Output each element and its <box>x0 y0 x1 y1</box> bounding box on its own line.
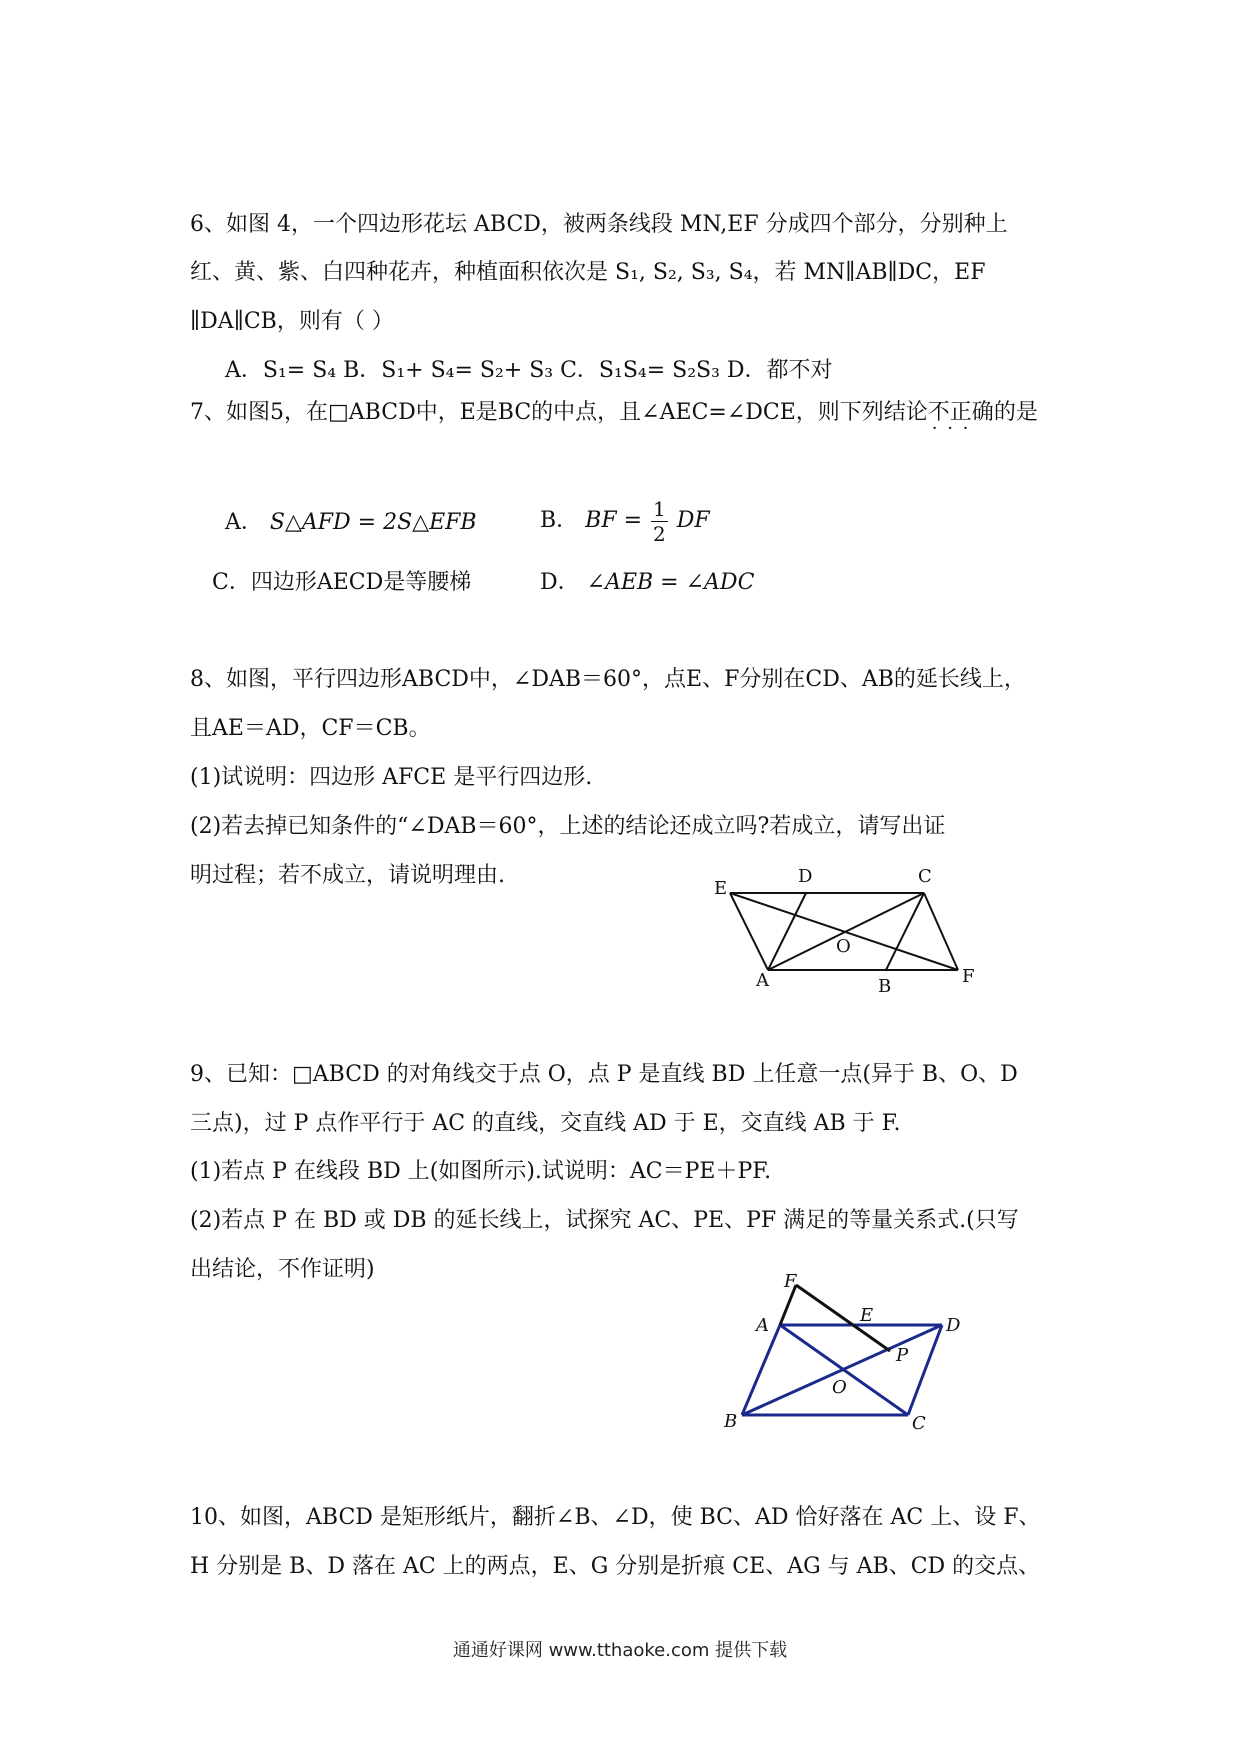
fraction-denominator: 2 <box>653 521 666 546</box>
q6-line-3: ∥DA∥CB，则有（ ） <box>190 309 394 334</box>
fig9-label-o: O <box>832 1377 847 1398</box>
fig8-label-a: A <box>756 970 769 991</box>
q9-line-5: 出结论，不作证明) <box>190 1257 375 1282</box>
q8-line-3: (1)试说明：四边形 AFCE 是平行四边形. <box>190 765 593 790</box>
fig8-segment-cf <box>924 893 958 970</box>
q9-line-4: (2)若点 P 在 BD 或 DB 的延长线上，试探究 AC、PE、PF 满足的等量关系式.(只写 <box>190 1208 1019 1233</box>
fig9-segment-fp <box>796 1285 890 1351</box>
fig9-label-b: B <box>724 1411 738 1432</box>
q7-stem-emphasis: 不正确 · · · <box>928 400 994 425</box>
q7-option-d <box>540 568 754 598</box>
fig8-label-d: D <box>798 866 813 887</box>
q7-option-b-fraction <box>651 497 668 546</box>
q8-line-2: 且AE＝AD，CF＝CB。 <box>190 716 431 741</box>
fig8-label-c: C <box>918 866 932 887</box>
q7-option-b-left: BF = <box>585 508 643 533</box>
fraction-numerator: 1 <box>653 496 666 521</box>
q7-stem <box>190 398 1038 428</box>
fig9-label-p: P <box>896 1345 909 1366</box>
q10-line-2: H 分别是 B、D 落在 AC 上的两点，E、G 分别是折痕 CE、AG 与 AB、CD 的交点、 <box>190 1554 1041 1579</box>
q8-line-5: 明过程；若不成立，请说明理由. <box>190 863 505 888</box>
q7-option-b-right: DF <box>676 508 710 533</box>
q7-option-b-label: B． <box>540 508 579 533</box>
q10-line-1: 10、如图，ABCD 是矩形纸片，翻折∠B、∠D，使 BC、AD 恰好落在 AC 上、设 F、 <box>190 1505 1041 1530</box>
page-footer: 通通好课网 www.tthaoke.com 提供下载 <box>452 1640 788 1661</box>
q7-option-a-formula: S△AFD = 2S△EFB <box>269 510 477 535</box>
fig8-segment-cb <box>886 893 924 970</box>
q7-option-c: C．四边形AECD是等腰梯 <box>212 570 472 595</box>
fig8-label-o: O <box>836 936 851 957</box>
q7-option-d-label: D． <box>540 570 580 595</box>
q8-line-1: 8、如图，平行四边形ABCD中，∠DAB＝60°，点E、F分别在CD、AB的延长线上， <box>190 667 1026 692</box>
fig8-label-b: B <box>878 976 892 997</box>
fig8-label-e: E <box>714 878 728 899</box>
q8-parallelogram-figure <box>700 860 990 1000</box>
fig8-segment-da <box>768 893 806 970</box>
fig8-label-f: F <box>962 966 975 987</box>
fig9-label-f: F <box>784 1271 797 1292</box>
q6-line-1: 6、如图 4，一个四边形花坛 ABCD，被两条线段 MN,EF 分成四个部分，分别种上 <box>190 212 1008 237</box>
q7-option-b <box>540 496 710 546</box>
fig9-label-a: A <box>756 1315 769 1336</box>
fig9-label-d: D <box>946 1315 961 1336</box>
q7-stem-post: 的是 <box>993 400 1038 425</box>
q9-line-1: 9、已知：□ABCD 的对角线交于点 O，点 P 是直线 BD 上任意一点(异于 B、O、D <box>190 1062 1018 1087</box>
q6-options: A．S₁= S₄ B．S₁+ S₄= S₂+ S₃ C．S₁S₄= S₂S₃ D．都不对 <box>225 358 833 383</box>
q7-option-d-formula: ∠AEB = ∠ADC <box>586 570 755 595</box>
q9-parallelogram-figure <box>720 1255 980 1445</box>
q7-option-a <box>225 508 477 538</box>
q6-line-2: 红、黄、紫、白四种花卉，种植面积依次是 S₁, S₂, S₃, S₄，若 MN∥AB∥DC，EF <box>190 260 986 285</box>
q9-line-2: 三点)，过 P 点作平行于 AC 的直线，交直线 AD 于 E，交直线 AB 于 F. <box>190 1111 901 1136</box>
fig9-label-c: C <box>912 1413 926 1434</box>
fig9-label-e: E <box>860 1305 874 1326</box>
q7-option-a-label: A． <box>225 510 263 535</box>
q9-line-3: (1)若点 P 在线段 BD 上(如图所示).试说明：AC＝PE＋PF. <box>190 1159 772 1184</box>
q7-stem-pre: 7、如图5，在□ABCD中，E是BC的中点，且∠AEC=∠DCE，则下列结论 <box>190 400 928 425</box>
q8-line-4: (2)若去掉已知条件的“∠DAB＝60°，上述的结论还成立吗?若成立，请写出证 <box>190 814 946 839</box>
fig8-diagonal-ef <box>730 893 958 970</box>
